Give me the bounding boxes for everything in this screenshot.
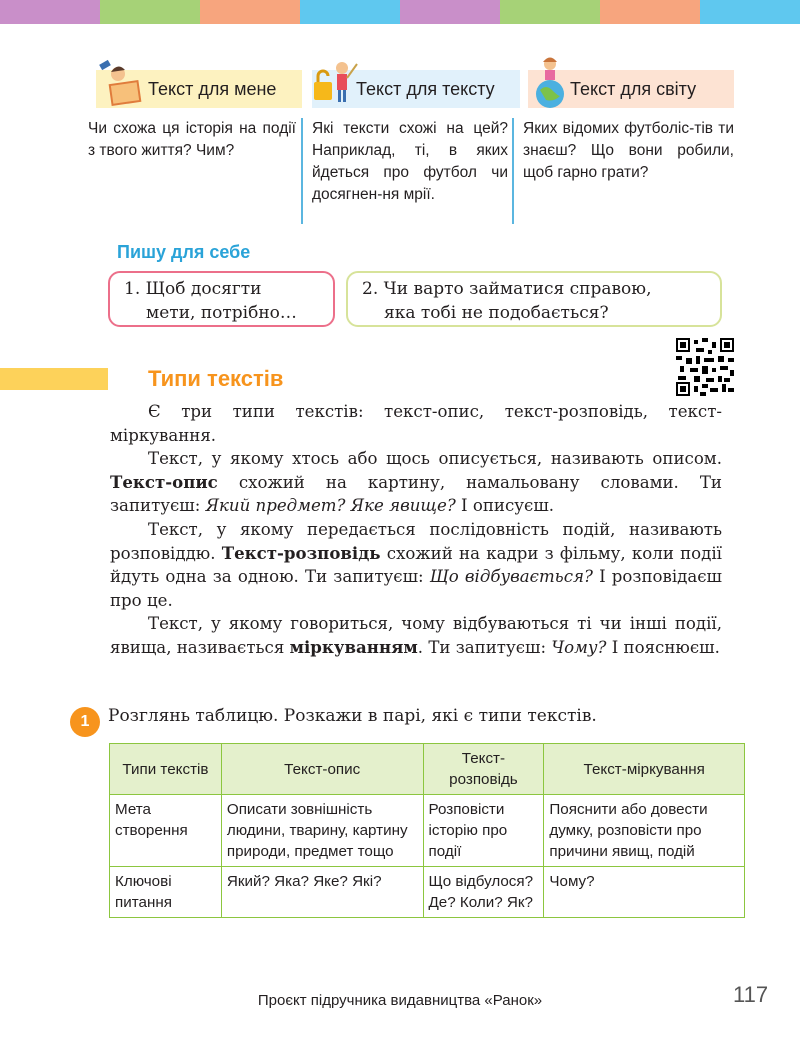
- paragraph: [110, 447, 722, 518]
- strip-segment: [300, 0, 400, 24]
- paragraph-text: Текст, у якому передається послідовність подій, називають розповіддю.: [110, 519, 722, 563]
- column-title: Текст для тексту: [356, 79, 495, 99]
- column-header-me: [96, 70, 302, 108]
- column-header-text: [312, 70, 520, 108]
- column-divider: [301, 118, 303, 224]
- table-header-cell: Типи текстів: [110, 744, 222, 795]
- task-text: Розглянь таблицю. Розкажи в парі, які є типи текстів.: [108, 706, 597, 726]
- text-types-table: [109, 743, 745, 918]
- paragraph-text: Текст, у якому хтось або щось описується, називають описом.: [148, 449, 722, 469]
- paragraph-text: схожий на картину, намальовану словами. Ти запитуєш:: [110, 472, 722, 516]
- table-cell: Ключові питання: [110, 867, 222, 918]
- table-cell: Що відбулося? Де? Коли? Як?: [423, 867, 544, 918]
- term-bold: міркуванням: [289, 636, 418, 657]
- globe-child-icon: [530, 54, 570, 110]
- table-cell: Мета створення: [110, 795, 222, 867]
- strip-segment: [0, 0, 100, 24]
- table-cell: Чому?: [544, 867, 745, 918]
- prompt-line: яка тобі не подобається?: [384, 303, 609, 323]
- column-divider: [512, 118, 514, 224]
- table-cell: Пояснити або довести думку, розповісти про причини явищ, подій: [544, 795, 745, 867]
- paragraph-text: І пояснюєш.: [606, 637, 720, 657]
- strip-segment: [400, 0, 500, 24]
- prompt-line: 2. Чи варто займатися справою,: [362, 279, 652, 299]
- table-cell: Описати зовнішність людини, тварину, картину природи, предмет тощо: [221, 795, 423, 867]
- section-title: Типи текстів: [148, 366, 284, 391]
- strip-segment: [200, 0, 300, 24]
- table-row: [110, 795, 745, 867]
- top-color-strip: [0, 0, 800, 24]
- column-title: Текст для мене: [148, 79, 277, 99]
- column-header-world: [528, 70, 734, 108]
- table-header-cell: Текст-опис: [221, 744, 423, 795]
- section-marker-bar: [0, 368, 108, 390]
- strip-segment: [700, 0, 800, 24]
- strip-segment: [100, 0, 200, 24]
- table-header-row: [110, 744, 745, 795]
- paragraph-text: І описуєш.: [455, 496, 555, 516]
- strip-segment: [600, 0, 700, 24]
- publisher-footer: Проєкт підручника видавництва «Ранок»: [257, 992, 543, 1009]
- paragraph-text: І розповідаєш про це.: [110, 567, 722, 610]
- table-header-cell: Текст-міркування: [544, 744, 745, 795]
- paragraph: [110, 400, 722, 447]
- prompt-line: 1. Щоб досягти: [124, 279, 262, 299]
- column-text-me: Чи схожа ця історія на події з твого життя? Чим?: [88, 120, 296, 159]
- task-number-badge: 1: [70, 707, 100, 737]
- strip-segment: [500, 0, 600, 24]
- column-text-text: Які тексти схожі на цей? Наприклад, ті, в яких йдеться про футбол чи досягнен-ня мрії.: [312, 120, 508, 203]
- paragraph-text: схожий на кадри з фільму, коли події йдуть одна за одною. Ти запитуєш:: [110, 543, 722, 587]
- write-for-self-heading: Пишу для себе: [117, 242, 251, 262]
- theory-text: [110, 400, 722, 660]
- column-text-world: Яких відомих футболіс-тів ти знаєш? Що вони робили, щоб гарно грати?: [523, 120, 734, 181]
- paragraph-text: . Ти запитуєш:: [417, 637, 552, 657]
- prompt-line: мети, потрібно…: [146, 303, 297, 323]
- paragraph-text: Текст, у якому говориться, чому відбуваються ті чи інші події, явища, називається: [110, 614, 722, 657]
- paragraph: [110, 612, 722, 659]
- paragraph-text: Є три типи текстів: текст-опис, текст-розповідь, текст-міркування.: [110, 402, 722, 445]
- qr-code-icon[interactable]: [676, 338, 734, 396]
- table-cell: Який? Яка? Яке? Які?: [221, 867, 423, 918]
- page-number: 117: [733, 982, 769, 1007]
- question-italic: Що відбувається?: [429, 567, 593, 587]
- column-title: Текст для світу: [570, 79, 697, 99]
- child-reading-icon: [96, 58, 148, 110]
- paragraph: [110, 518, 722, 612]
- term-bold: Текст-розповідь: [221, 542, 381, 563]
- table-header-cell: Текст-розповідь: [423, 744, 544, 795]
- term-bold: Текст-опис: [110, 471, 218, 492]
- prompt-box-1: [108, 271, 335, 327]
- question-italic: Чому?: [551, 637, 607, 657]
- table-row: [110, 867, 745, 918]
- prompt-box-2: [346, 271, 722, 327]
- question-italic: Який предмет? Яке явище?: [205, 496, 456, 516]
- table-cell: Розповісти історію про події: [423, 795, 544, 867]
- lock-key-icon: [312, 56, 358, 108]
